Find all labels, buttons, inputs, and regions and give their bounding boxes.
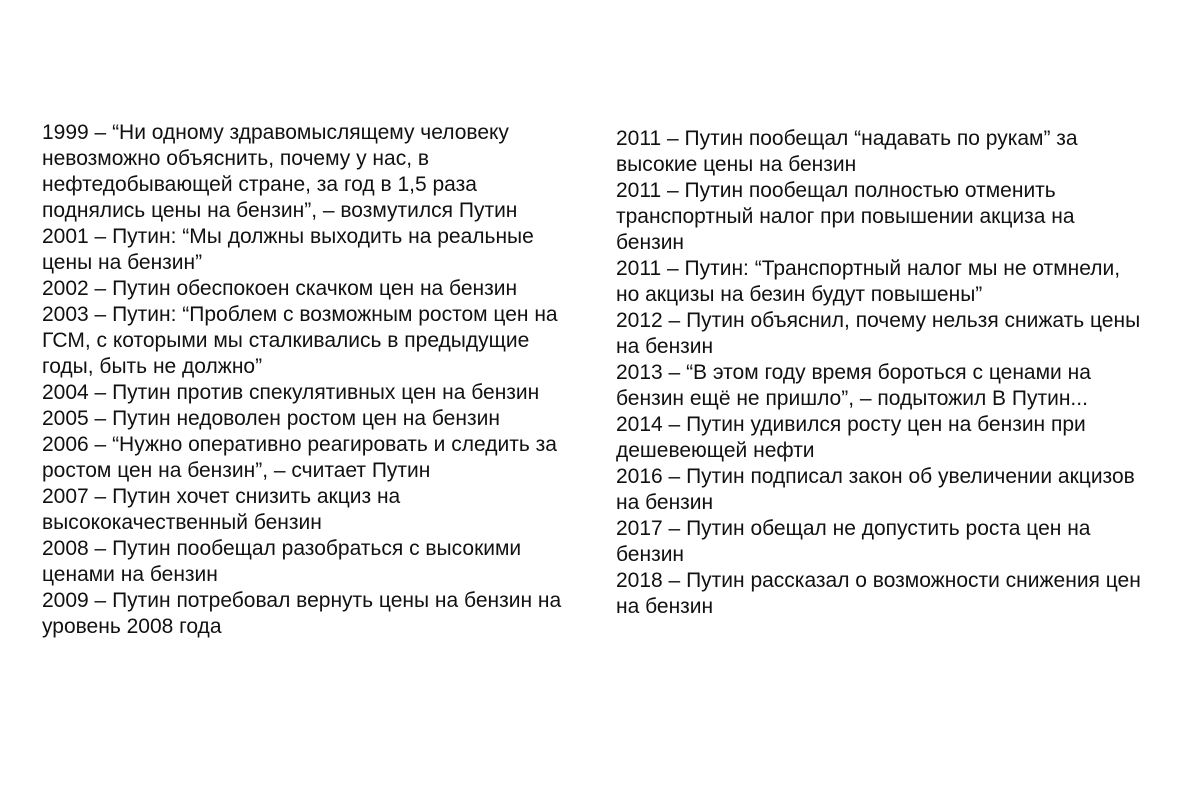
text-line: 2018 – Путин рассказал о возможности снижения цен <box>616 569 1141 592</box>
text-line: 2012 – Путин объяснил, почему нельзя снижать цены <box>616 309 1141 332</box>
text-line: ГСМ, с которыми мы сталкивались в предыдущие <box>42 329 530 352</box>
text-line: нефтедобывающей стране, за год в 1,5 раза <box>42 173 477 196</box>
text-line: 2008 – Путин пообещал разобраться с высокими <box>42 537 522 560</box>
text-line: 2011 – Путин пообещал полностью отменить <box>616 179 1056 202</box>
text-line: 2016 – Путин подписал закон об увеличении акцизов <box>616 465 1135 488</box>
text-line: 1999 – “Ни одному здравомыслящему человеку <box>42 121 509 144</box>
text-line: дешевеющей нефти <box>616 439 815 462</box>
text-line: но акцизы на безин будут повышены” <box>616 283 983 306</box>
text-line: 2007 – Путин хочет снизить акциз на <box>42 485 401 508</box>
text-line: на бензин <box>616 335 714 358</box>
text-line: поднялись цены на бензин”, – возмутился Путин <box>42 199 518 222</box>
text-line: 2009 – Путин потребовал вернуть цены на бензин на <box>42 589 562 612</box>
text-line: уровень 2008 года <box>42 615 222 638</box>
text-line: цены на бензин” <box>42 251 203 274</box>
text-line: 2014 – Путин удивился росту цен на бензин при <box>616 413 1086 436</box>
text-line: 2013 – “В этом году время бороться с ценами на <box>616 361 1091 384</box>
text-line: 2017 – Путин обещал не допустить роста цен на <box>616 517 1091 540</box>
text-line: бензин ещё не пришло”, – подытожил В Путин... <box>616 387 1088 410</box>
text-line: 2011 – Путин: “Транспортный налог мы не отмнели, <box>616 257 1121 280</box>
text-line: высокие цены на бензин <box>616 153 857 176</box>
text-line: бензин <box>616 543 685 566</box>
text-line: 2005 – Путин недоволен ростом цен на бензин <box>42 407 500 430</box>
text-line: 2004 – Путин против спекулятивных цен на бензин <box>42 381 540 404</box>
text-line: невозможно объяснить, почему у нас, в <box>42 147 430 170</box>
text-line: на бензин <box>616 491 714 514</box>
text-line: годы, быть не должно” <box>42 355 263 378</box>
left-column-timeline <box>42 120 590 640</box>
right-column-timeline <box>616 126 1172 620</box>
text-line: 2003 – Путин: “Проблем с возможным ростом цен на <box>42 303 558 326</box>
text-line: на бензин <box>616 595 714 618</box>
text-line: бензин <box>616 231 685 254</box>
text-line: 2011 – Путин пообещал “надавать по рукам” за <box>616 127 1078 150</box>
text-line: 2001 – Путин: “Мы должны выходить на реальные <box>42 225 534 248</box>
text-line: ценами на бензин <box>42 563 218 586</box>
text-line: 2006 – “Нужно оперативно реагировать и следить за <box>42 433 557 456</box>
text-line: ростом цен на бензин”, – считает Путин <box>42 459 431 482</box>
text-line: транспортный налог при повышении акциза на <box>616 205 1075 228</box>
text-line: 2002 – Путин обеспокоен скачком цен на бензин <box>42 277 518 300</box>
text-line: высококачественный бензин <box>42 511 322 534</box>
